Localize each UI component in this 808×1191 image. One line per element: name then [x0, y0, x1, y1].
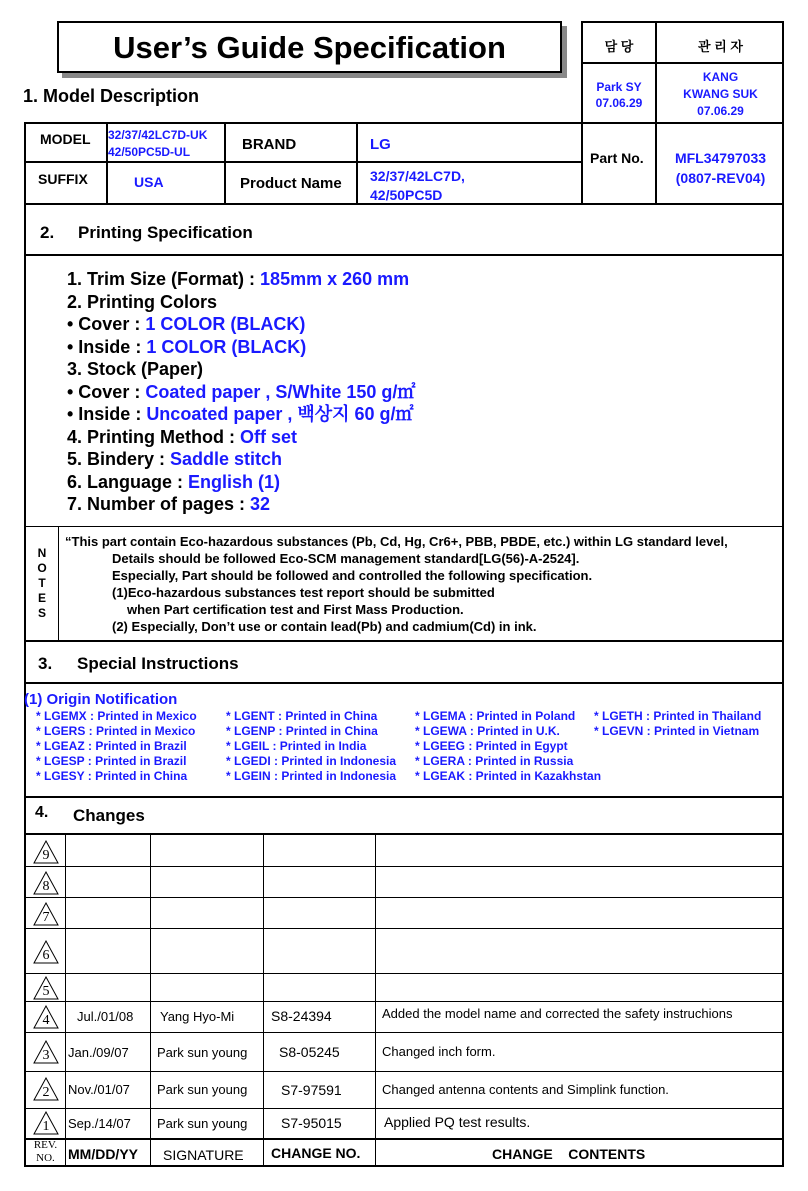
section4-heading: Changes	[73, 806, 145, 825]
suffix-label: SUFFIX	[38, 171, 88, 187]
origin-title: (1) Origin Notification	[24, 691, 178, 708]
spec-line: 5. Bindery : Saddle stitch	[67, 449, 283, 469]
row2-date: Nov./01/07	[68, 1082, 130, 1097]
spec-line: 2. Printing Colors	[67, 291, 218, 312]
spec-line: • Inside : Uncoated paper , 백상지 60 g/㎡	[67, 404, 414, 424]
row4-change-no: S8-24394	[271, 1008, 332, 1024]
rev-triangle-5: 5	[33, 976, 59, 1000]
part-no-value-1: MFL34797033	[674, 150, 767, 166]
notes-side-label: N O T E S	[37, 546, 47, 620]
signature-column-label: SIGNATURE	[163, 1147, 244, 1163]
date-column-label: MM/DD/YY	[68, 1146, 138, 1162]
section2-number: 2.	[40, 223, 55, 242]
row3-change-no: S8-05245	[279, 1044, 340, 1060]
notes-line-1: “This part contain Eco-hazardous substances (Pb, Cd, Hg, Cr6+, PBB, PBDE, etc.) within LG standard level,	[65, 534, 728, 549]
rev-triangle-7: 7	[33, 902, 59, 926]
row1-signature: Park sun young	[157, 1116, 248, 1131]
notes-line-2: Details should be followed Eco-SCM management standard[LG(56)-A-2524].	[112, 551, 580, 566]
contents-column-label: CHANGE CONTENTS	[492, 1146, 646, 1162]
origin-column-1: * LGEMX : Printed in Mexico * LGERS : Printed in Mexico * LGEAZ : Printed in Brazil * LGESP : Printed in Brazil * LGESY : Printed in China	[36, 709, 197, 783]
approval-col2-name-2: KWANG SUK	[683, 87, 758, 101]
rev-triangle-1: 1	[33, 1111, 59, 1135]
section1-heading: 1. Model Description	[23, 86, 200, 106]
model-value-1: 32/37/42LC7D-UK	[108, 128, 208, 142]
change-no-column-label: CHANGE NO.	[271, 1145, 361, 1161]
row1-change-no: S7-95015	[281, 1115, 342, 1131]
spec-line: 1. Trim Size (Format) : 185mm x 260 mm	[67, 269, 410, 289]
product-name-value-1: 32/37/42LC7D,	[370, 168, 465, 184]
spec-line: • Cover : 1 COLOR (BLACK)	[67, 314, 306, 334]
rev-triangle-2: 2	[33, 1077, 59, 1101]
row4-contents: Added the model name and corrected the safety instruchions	[382, 1006, 733, 1021]
notes-line-6: (2) Especially, Don’t use or contain lead(Pb) and cadmium(Cd) in ink.	[112, 619, 537, 634]
printing-spec-list	[67, 268, 415, 516]
spec-line: 3. Stock (Paper)	[67, 359, 204, 379]
approval-col1-date: 07.06.29	[595, 96, 643, 110]
spec-line: 4. Printing Method : Off set	[67, 426, 298, 447]
notes-line-5: when Part certification test and First Mass Production.	[127, 602, 464, 617]
approval-col2-header: 관 리 자	[698, 39, 743, 54]
approval-col1-name: Park SY	[596, 80, 642, 94]
part-no-label: Part No.	[590, 150, 644, 166]
spec-line: • Inside : 1 COLOR (BLACK)	[67, 336, 307, 357]
spec-line: 7. Number of pages : 32	[67, 494, 271, 514]
product-name-label: Product Name	[240, 175, 342, 192]
section4-number: 4.	[35, 804, 49, 821]
rev-triangle-3: 3	[33, 1040, 59, 1064]
origin-column-3: * LGEMA : Printed in Poland * LGEWA : Printed in U.K. * LGEEG : Printed in Egypt * LGERA : Printed in Russia * LGEAK : Printed in Kazakhstan	[415, 709, 602, 783]
spec-line: • Cover : Coated paper , S/White 150 g/㎡	[67, 381, 416, 402]
row1-contents: Applied PQ test results.	[384, 1114, 531, 1130]
row1-date: Sep./14/07	[68, 1116, 131, 1131]
notes-line-3: Especially, Part should be followed and controlled the following specification.	[112, 568, 593, 583]
section3-heading: Special Instructions	[77, 654, 239, 673]
model-value-2: 42/50PC5D-UL	[108, 145, 191, 159]
rev-triangle-4: 4	[33, 1005, 59, 1029]
spec-line: 6. Language : English (1)	[67, 471, 281, 492]
page-title: User’s Guide Specification	[113, 30, 506, 65]
notes-line-4: (1)Eco-hazardous substances test report should be submitted	[112, 585, 495, 600]
rev-triangle-9: 9	[33, 840, 59, 864]
part-no-value-2: (0807-REV04)	[675, 170, 766, 186]
rev-triangle-6: 6	[33, 940, 59, 964]
row3-contents: Changed inch form.	[382, 1044, 496, 1059]
row4-signature: Yang Hyo-Mi	[160, 1009, 235, 1024]
rev-triangle-8: 8	[33, 871, 59, 895]
origin-column-2: * LGENT : Printed in China * LGENP : Printed in China * LGEIL : Printed in India * LGEDI : Printed in Indonesia * LGEIN : Printed in Indonesia	[226, 709, 397, 783]
section2-heading: Printing Specification	[78, 223, 253, 242]
model-label: MODEL	[40, 131, 91, 147]
brand-label: BRAND	[242, 136, 297, 153]
row3-signature: Park sun young	[157, 1045, 248, 1060]
approval-col2-date: 07.06.29	[697, 104, 744, 118]
row2-signature: Park sun young	[157, 1082, 248, 1097]
row3-date: Jan./09/07	[68, 1045, 129, 1060]
product-name-value-2: 42/50PC5D	[370, 187, 443, 203]
origin-column-4: * LGETH : Printed in Thailand * LGEVN : Printed in Vietnam	[594, 709, 762, 738]
title-box	[57, 21, 562, 73]
brand-value: LG	[370, 136, 391, 153]
approval-col1-header: 담 당	[604, 39, 634, 54]
section3-number: 3.	[38, 654, 53, 673]
approval-col2-name-1: KANG	[702, 70, 739, 84]
row2-change-no: S7-97591	[281, 1082, 342, 1098]
row2-contents: Changed antenna contents and Simplink function.	[382, 1082, 669, 1097]
suffix-value: USA	[134, 174, 164, 190]
rev-no-label: REV. NO.	[33, 1139, 58, 1164]
row4-date: Jul./01/08	[77, 1009, 134, 1024]
